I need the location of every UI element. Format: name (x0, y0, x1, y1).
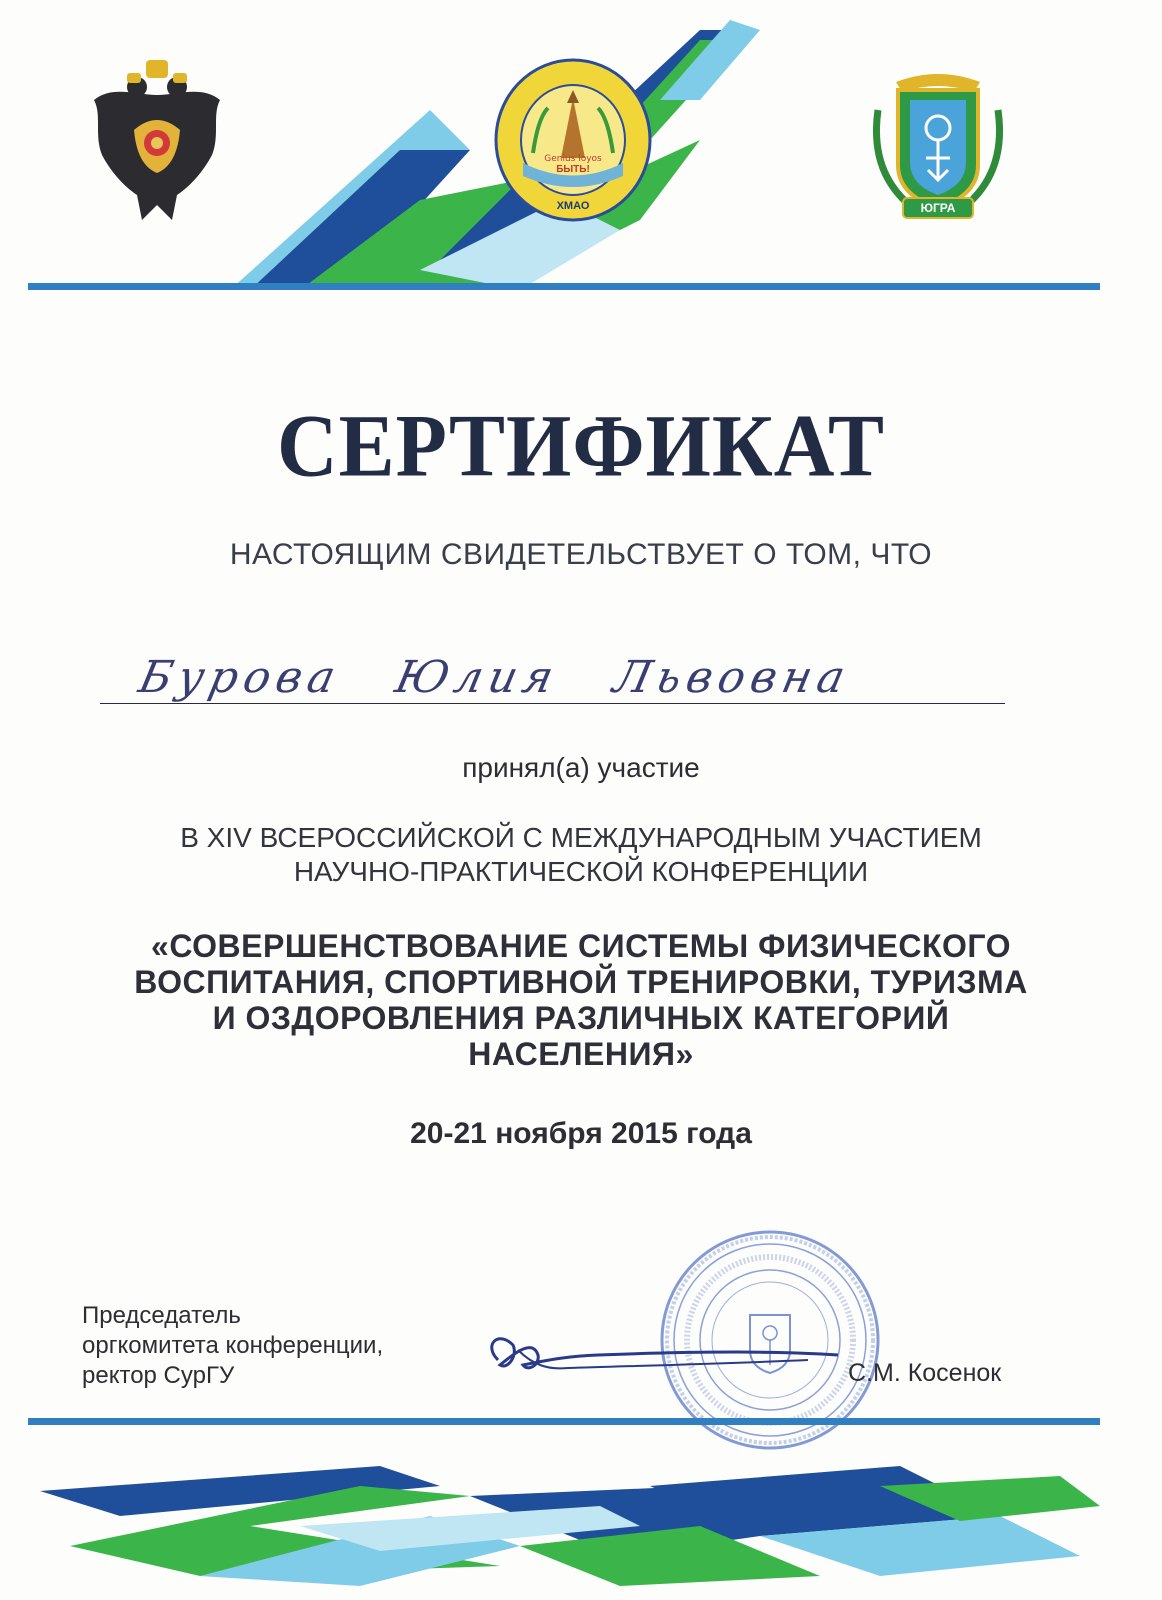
signer-name: С.М. Косенок (848, 1359, 1002, 1387)
signer-role-line-3: ректор СурГУ (82, 1362, 235, 1389)
surgut-state-university-seal-icon (493, 58, 653, 223)
certificate-title: СЕРТИФИКАТ (276, 397, 886, 496)
conference-line-1: В XIV ВСЕРОССИЙСКОЙ С МЕЖДУНАРОДНЫМ УЧАСТИЕМ (180, 822, 982, 853)
signer-role-line-1: Председатель (82, 1302, 241, 1329)
bottom-rule (28, 1418, 1100, 1425)
russian-double-headed-eagle-icon (82, 55, 232, 230)
conference-dates: 20-21 ноября 2015 года (410, 1117, 752, 1150)
top-rule (28, 283, 1100, 290)
seal-word: БЫТЬ! (556, 164, 590, 175)
bottom-decorative-band (0, 1426, 1162, 1600)
seal-motto: Genius loyos (544, 154, 602, 164)
yugra-coat-of-arms-icon (868, 70, 1008, 235)
conference-topic-line-1: «СОВЕРШЕНСТВОВАНИЕ СИСТЕМЫ ФИЗИЧЕСКОГО (151, 928, 1011, 964)
certifies-statement: НАСТОЯЩИМ СВИДЕТЕЛЬСТВУЕТ О ТОМ, ЧТО (229, 538, 933, 571)
recipient-name-handwritten: Бурова Юлия Львовна (134, 652, 856, 703)
participation-text: принял(а) участие (462, 752, 700, 783)
handwritten-signature (478, 1320, 858, 1390)
recipient-name-underline (100, 703, 1005, 704)
conference-topic-line-4: НАСЕЛЕНИЯ» (468, 1036, 694, 1072)
conference-topic-line-2: ВОСПИТАНИЯ, СПОРТИВНОЙ ТРЕНИРОВКИ, ТУРИЗМА (134, 964, 1028, 1000)
seal-bottom-text: ХМАО (556, 200, 590, 212)
conference-topic-line-3: И ОЗДОРОВЛЕНИЯ РАЗЛИЧНЫХ КАТЕГОРИЙ (212, 1000, 950, 1036)
conference-line-2: НАУЧНО-ПРАКТИЧЕСКОЙ КОНФЕРЕНЦИИ (293, 856, 869, 887)
yugra-ribbon-label: ЮГРА (920, 201, 956, 215)
signer-role-line-2: оргкомитета конференции, (82, 1332, 384, 1359)
